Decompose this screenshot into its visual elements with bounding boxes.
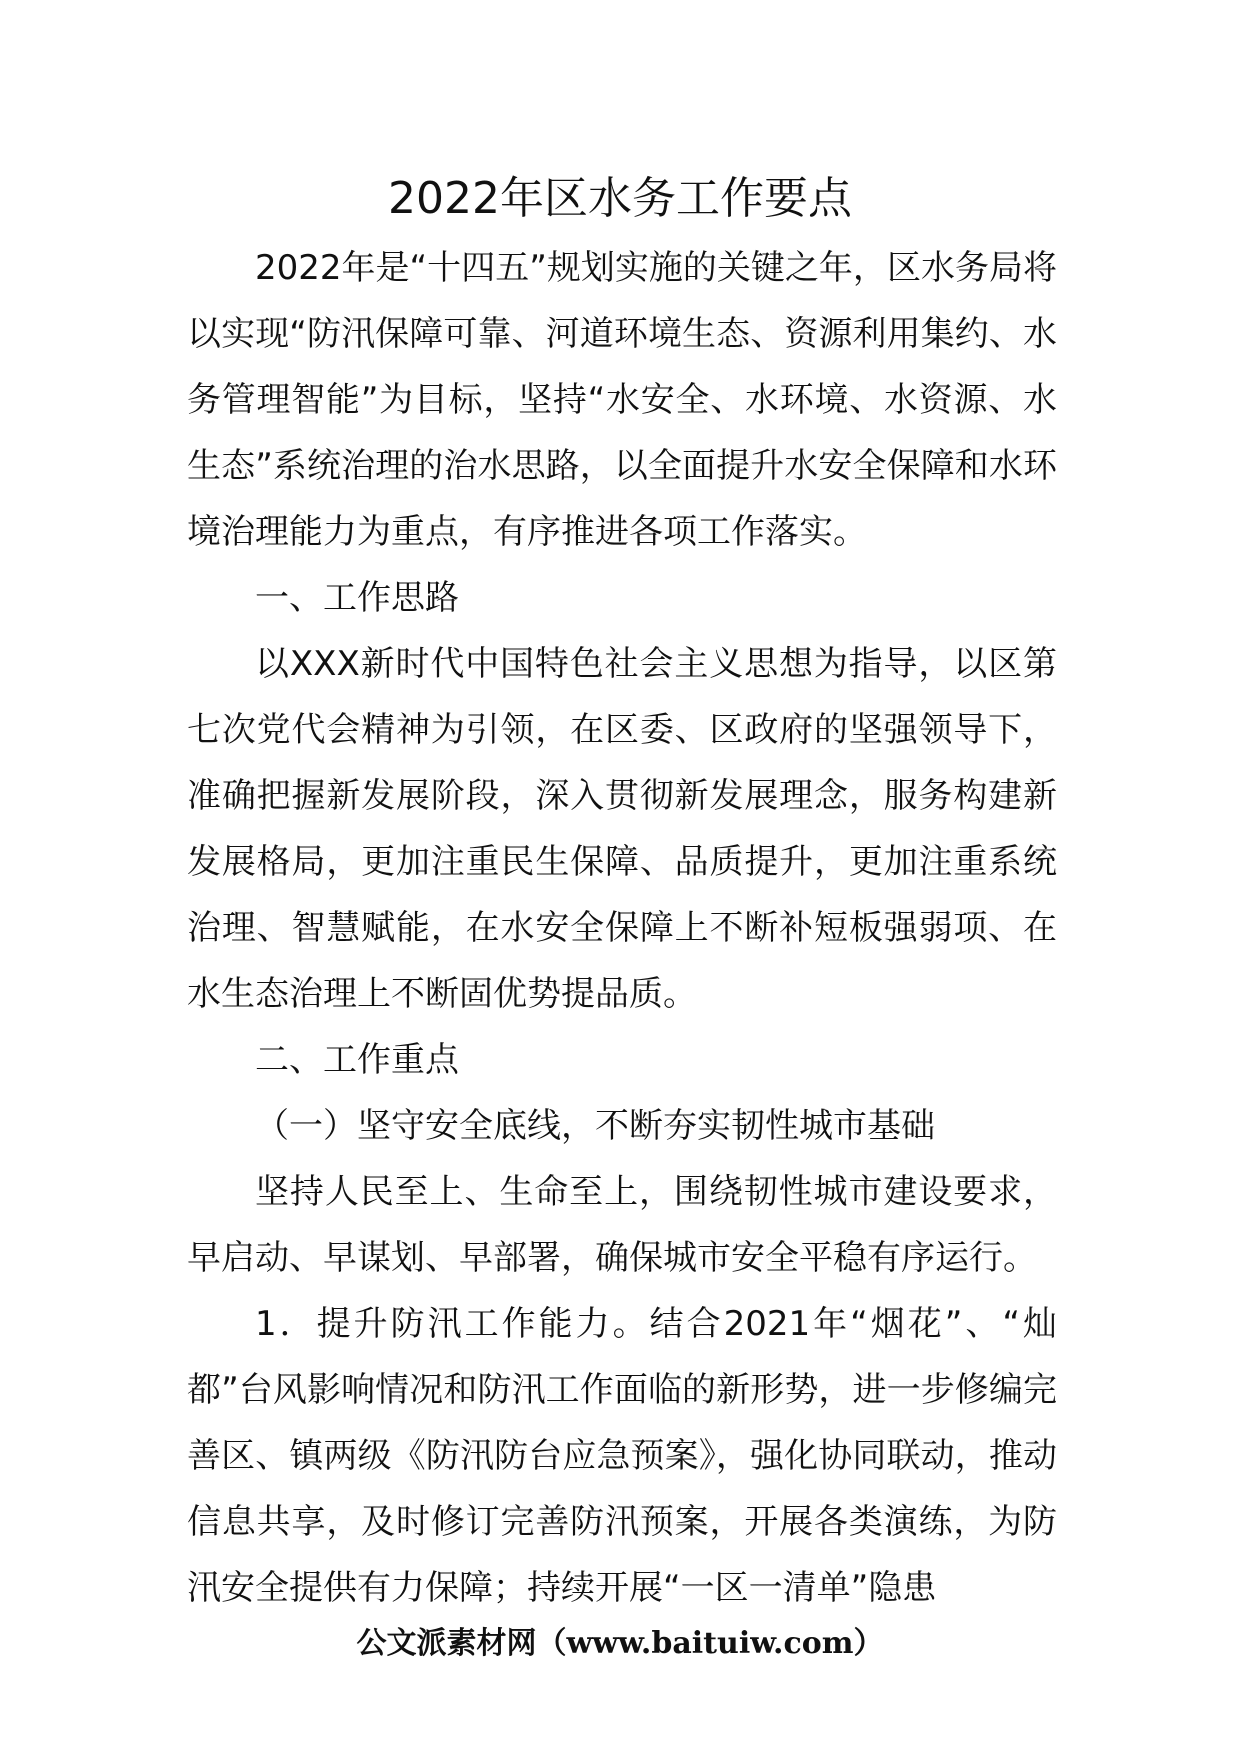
safety-paragraph: 坚持人民至上、生命至上，围绕韧性城市建设要求，早启动、早谋划、早部署，确保城市安全平稳有序运行。 <box>187 1172 1057 1278</box>
page-title: 2022年区水务工作要点 <box>388 173 852 224</box>
subsection-heading-safety: （一）坚守安全底线，不断夯实韧性城市基础 <box>255 1106 935 1146</box>
intro-paragraph: 2022年是“十四五”规划实施的关键之年，区水务局将以实现“防汛保障可靠、河道环境生态、资源利用集约、水务管理智能”为目标，坚持“水安全、水环境、水资源、水生态”系统治理的治水思路，以全面提升水安全保障和水环境治理能力为重点，有序推进各项工作落实。 <box>187 248 1057 552</box>
flood-control-paragraph: 1．提升防汛工作能力。结合2021年“烟花”、“灿都”台风影响情况和防汛工作面临的新形势，进一步修编完善区、镇两级《防汛防台应急预案》，强化协同联动，推动信息共享，及时修订完善防汛预案，开展各类演练，为防汛安全提供有力保障；持续开展“一区一清单”隐患 <box>187 1304 1057 1608</box>
section-heading-work-focus: 二、工作重点 <box>255 1040 459 1080</box>
section-heading-work-approach: 一、工作思路 <box>255 578 459 618</box>
footer-watermark: 公文派素材网（www.baituiw.com） <box>356 1626 884 1661</box>
work-approach-paragraph: 以XXX新时代中国特色社会主义思想为指导，以区第七次党代会精神为引领，在区委、区政府的坚强领导下，准确把握新发展阶段，深入贯彻新发展理念，服务构建新发展格局，更加注重民生保障、品质提升，更加注重系统治理、智慧赋能，在水安全保障上不断补短板强弱项、在水生态治理上不断固优势提品质。 <box>187 644 1057 1014</box>
document-body <box>187 235 1057 1621</box>
